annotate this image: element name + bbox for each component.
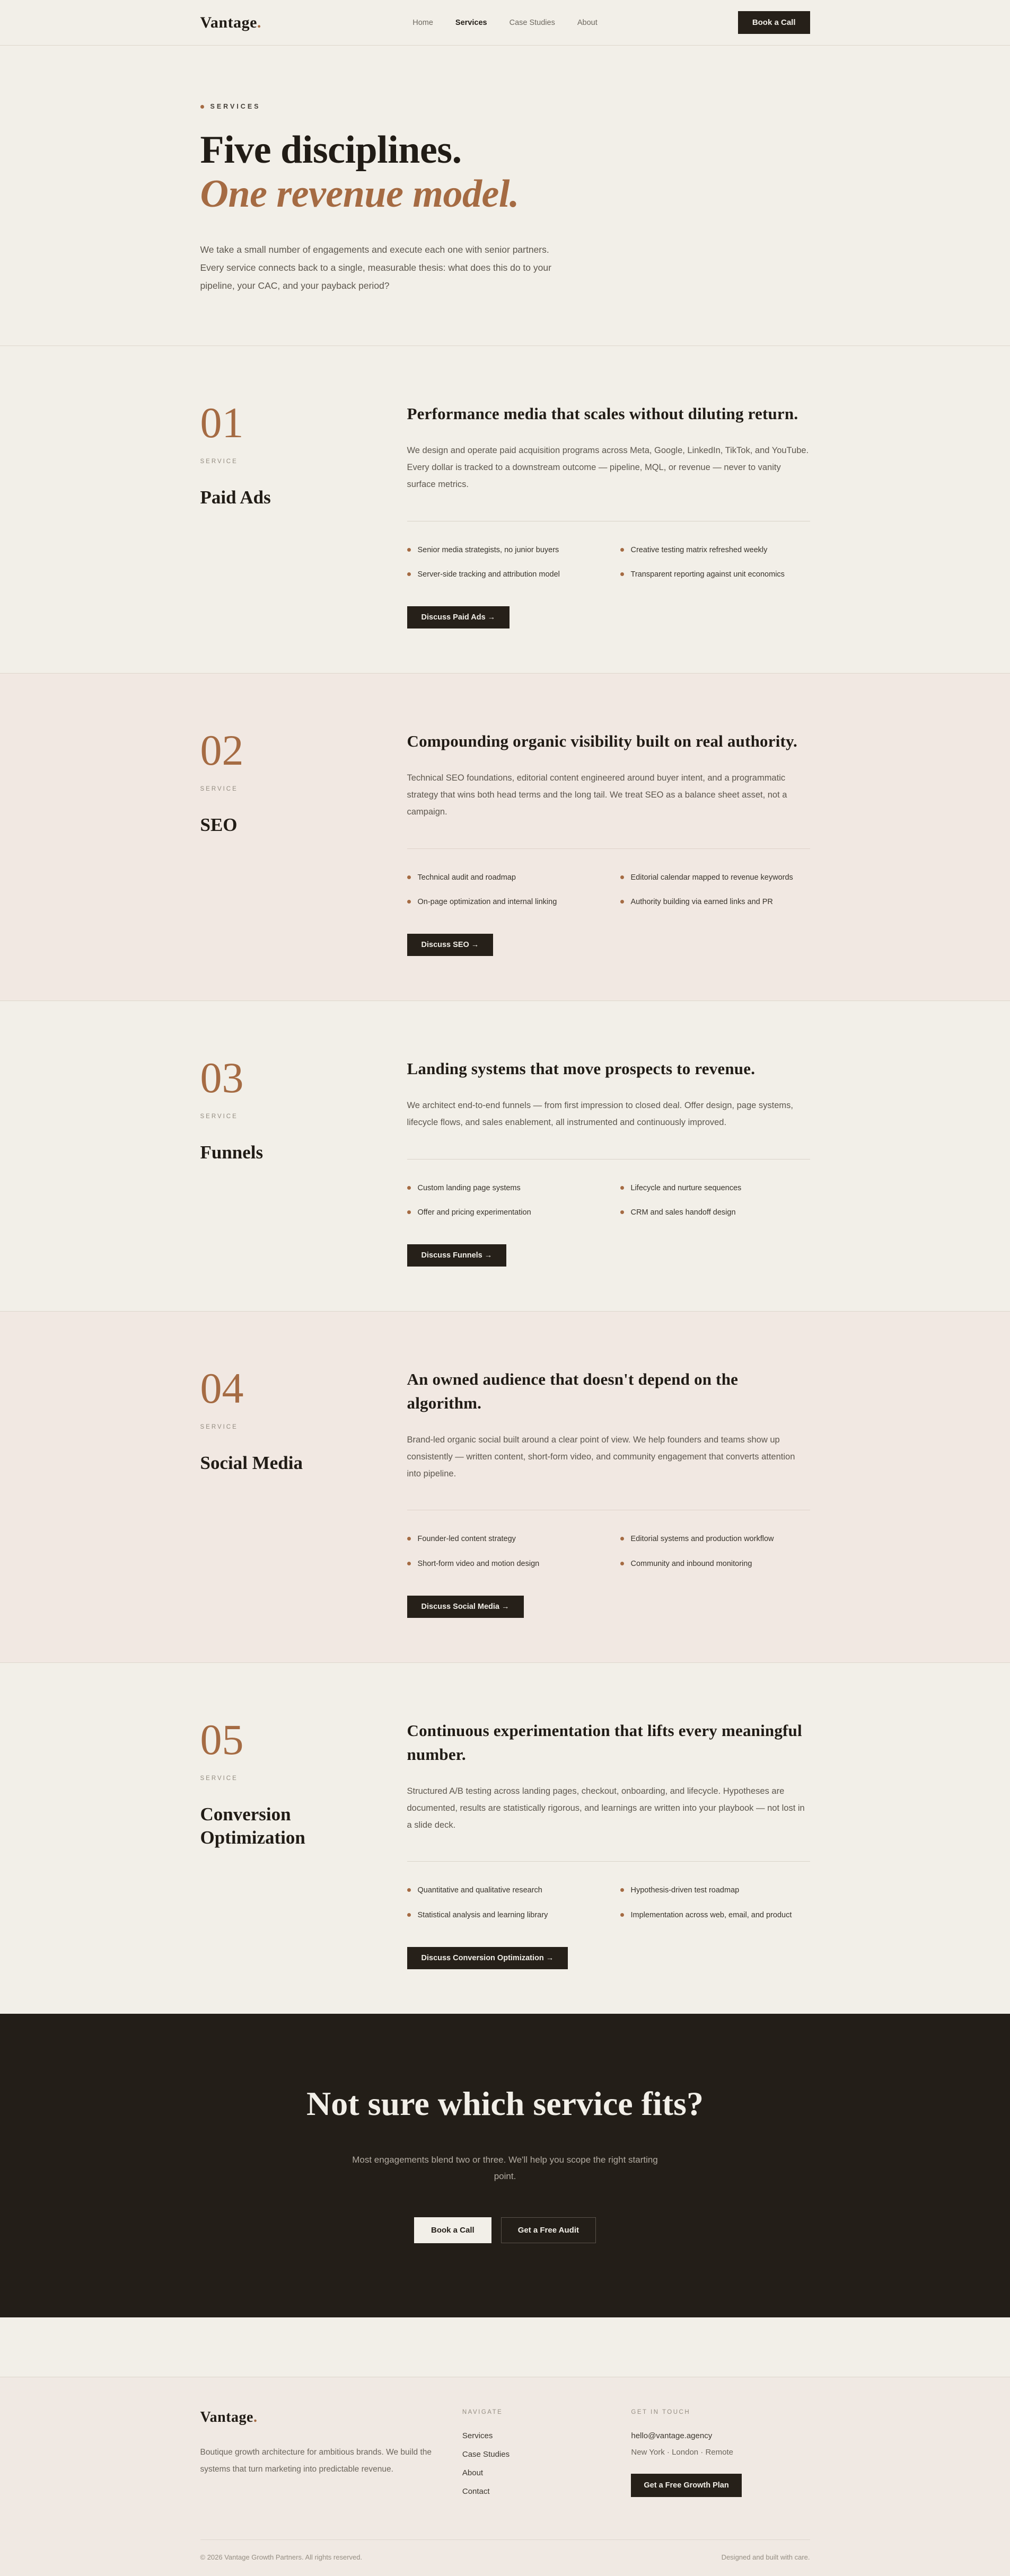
service-right-column [407, 1367, 810, 1618]
service-bullet-text: Offer and pricing experimentation [417, 1208, 531, 1217]
bullet-dot-icon [620, 548, 624, 552]
service-bullet [620, 872, 810, 883]
service-bullet-text: Founder-led content strategy [417, 1535, 516, 1544]
footer-link-about[interactable]: About [462, 2468, 484, 2478]
service-bullet-text: Implementation across web, email, and product [630, 1910, 792, 1919]
service-bullet-text: Editorial calendar mapped to revenue keywords [630, 873, 793, 882]
bullet-dot-icon [620, 900, 624, 904]
cta-buttons [200, 2217, 810, 2243]
footer-description: Boutique growth architecture for ambitious brands. We build the systems that turn marketing into predictable revenue. [200, 2448, 432, 2474]
service-number: 04 [200, 1364, 244, 1413]
service-bullet-text: CRM and sales handoff design [630, 1208, 736, 1217]
service-section-03 [0, 1001, 1010, 1311]
service-bullet-list [407, 1534, 810, 1569]
nav-link-case-studies[interactable]: Case Studies [509, 18, 555, 27]
footer-link-item [462, 2431, 610, 2441]
bullet-dot-icon [620, 1562, 624, 1565]
service-bullet-text: Short-form video and motion design [417, 1559, 540, 1568]
service-left-column [200, 1364, 375, 1618]
hero-eyebrow [200, 103, 810, 110]
service-name: Conversion Optimization [200, 1804, 305, 1848]
service-bullet [620, 545, 810, 555]
bullet-dot-icon [407, 572, 411, 576]
site-footer [0, 2377, 1010, 2576]
service-heading: Continuous experimentation that lifts every meaningful number. [407, 1721, 802, 1764]
footer-growth-plan-button[interactable]: Get a Free Growth Plan [631, 2474, 741, 2497]
service-right-column [407, 729, 810, 956]
service-bullet-text: Editorial systems and production workflow [630, 1535, 774, 1544]
brand-dot: . [257, 13, 261, 31]
cta-description: Most engagements blend two or three. We'll help you scope the right starting point. [352, 2154, 658, 2182]
hero-title-line1: Five disciplines. [200, 128, 462, 172]
footer-link-contact[interactable]: Contact [462, 2487, 490, 2497]
service-section-01 [0, 346, 1010, 673]
footer-navigate-column [462, 2409, 610, 2506]
service-bullet-text: Transparent reporting against unit economics [630, 570, 785, 579]
bullet-dot-icon [620, 1186, 624, 1190]
bullet-dot-icon [407, 1186, 411, 1190]
service-label: SERVICE [200, 1424, 238, 1431]
service-description: Brand-led organic social built around a clear point of view. We help founders and teams show up consistently — written content, short-form video, and community engagement that converts attention into pipeline. [407, 1435, 795, 1479]
bullet-dot-icon [407, 1888, 411, 1892]
footer-bottom-bar [200, 2539, 810, 2576]
service-description: Structured A/B testing across landing pages, checkout, onboarding, and lifecycle. Hypotheses are documented, results are statistically rigorous, and learnings are written into your playbook — not lost in a slide deck. [407, 1786, 805, 1830]
service-section-05 [0, 1662, 1010, 2014]
cta-section [0, 2014, 1010, 2317]
bullet-dot-icon [620, 875, 624, 879]
service-heading: An owned audience that doesn't depend on the algorithm. [407, 1370, 739, 1413]
service-bullet [620, 1885, 810, 1896]
hero-title-line2: One revenue model. [200, 172, 519, 216]
service-bullet-list [407, 1183, 810, 1218]
footer-brand-dot: . [253, 2409, 258, 2426]
cta-book-call-button[interactable]: Book a Call [414, 2217, 491, 2243]
service-description: Technical SEO foundations, editorial content engineered around buyer intent, and a programmatic strategy that wins both head terms and the long tail. We treat SEO as a balance sheet asset, not a campaign. [407, 773, 787, 817]
service-description: We design and operate paid acquisition programs across Meta, Google, LinkedIn, TikTok, and YouTube. Every dollar is tracked to a downstream outcome — pipeline, MQL, or revenue — never to vanity surface metrics. [407, 446, 809, 490]
service-number: 05 [200, 1715, 244, 1764]
service-cta-button[interactable]: Discuss Conversion Optimization → [407, 1947, 568, 1969]
footer-contact-column [631, 2409, 810, 2506]
footer-brand-name: Vantage [200, 2409, 253, 2426]
service-label: SERVICE [200, 1775, 238, 1782]
service-bullet [620, 1207, 810, 1218]
service-divider [407, 1861, 810, 1862]
service-bullet [620, 1910, 810, 1920]
hero-title [200, 128, 810, 216]
service-name: Paid Ads [200, 487, 271, 508]
service-bullet [407, 897, 597, 907]
service-name: Social Media [200, 1453, 303, 1474]
service-right-column [407, 401, 810, 628]
service-left-column [200, 401, 375, 628]
main-nav [412, 19, 598, 27]
nav-link-services[interactable]: Services [455, 18, 487, 27]
service-description: We architect end-to-end funnels — from first impression to closed deal. Offer design, page systems, lifecycle flows, and sales enablement, all instrumented and continuously improved. [407, 1101, 793, 1128]
footer-link-item [462, 2468, 610, 2478]
service-section-04 [0, 1311, 1010, 1662]
service-name: Funnels [200, 1142, 264, 1163]
bullet-dot-icon [407, 900, 411, 904]
service-bullet-text: Hypothesis-driven test roadmap [630, 1886, 740, 1895]
service-bullet [407, 569, 597, 580]
service-label: SERVICE [200, 458, 238, 465]
bullet-dot-icon [620, 1537, 624, 1541]
service-bullet [620, 569, 810, 580]
service-bullet-text: Community and inbound monitoring [630, 1559, 752, 1568]
cta-heading: Not sure which service fits? [306, 2085, 704, 2123]
hero-description: We take a small number of engagements and execute each one with senior partners. Every service connects back to a single, measurable thesis: what does this do to your pipeline, your CAC, and your payback period? [200, 244, 551, 291]
nav-link-about[interactable]: About [577, 18, 598, 27]
service-bullet-list [407, 1885, 810, 1920]
footer-link-services[interactable]: Services [462, 2431, 493, 2441]
service-bullet [407, 1534, 597, 1544]
hero-eyebrow-label: SERVICES [210, 103, 261, 110]
service-bullet [407, 545, 597, 555]
service-bullet [407, 1559, 597, 1569]
service-bullet [407, 1885, 597, 1896]
bullet-dot-icon [407, 1562, 411, 1565]
service-bullet [620, 897, 810, 907]
service-number: 03 [200, 1054, 244, 1102]
bullet-dot-icon [620, 1888, 624, 1892]
footer-contact-label: GET IN TOUCH [631, 2409, 691, 2416]
bullet-dot-icon [407, 875, 411, 879]
service-bullet [407, 872, 597, 883]
cta-free-audit-button[interactable]: Get a Free Audit [501, 2217, 596, 2243]
service-cta-button[interactable]: Discuss SEO → [407, 934, 494, 956]
footer-copyright: © 2026 Vantage Growth Partners. All rights reserved. [200, 2553, 363, 2562]
service-right-column [407, 1718, 810, 1969]
hero-section [0, 46, 1010, 346]
footer-link-item [462, 2450, 610, 2459]
bullet-dot-icon [620, 1210, 624, 1214]
footer-brand-column [200, 2409, 441, 2506]
service-label: SERVICE [200, 1113, 238, 1120]
pre-footer-spacer [0, 2317, 1010, 2377]
header-book-call-button[interactable]: Book a Call [738, 11, 810, 34]
service-bullet-text: Quantitative and qualitative research [417, 1886, 542, 1895]
service-cta-button[interactable]: Discuss Social Media → [407, 1596, 524, 1618]
service-bullet-text: Creative testing matrix refreshed weekly [630, 545, 768, 554]
service-bullet-text: Technical audit and roadmap [417, 873, 516, 882]
service-bullet-text: Statistical analysis and learning library [417, 1910, 548, 1919]
service-bullet [620, 1534, 810, 1544]
footer-navigate-links [462, 2431, 610, 2497]
service-right-column [407, 1056, 810, 1267]
service-divider [407, 848, 810, 849]
service-bullet-text: Server-side tracking and attribution model [417, 570, 560, 579]
brand-name: Vantage [200, 13, 257, 31]
bullet-dot-icon [620, 1913, 624, 1917]
footer-locations: New York · London · Remote [631, 2448, 733, 2457]
service-bullet [620, 1183, 810, 1193]
footer-brand-logo[interactable] [200, 2409, 441, 2426]
footer-link-case-studies[interactable]: Case Studies [462, 2450, 510, 2459]
service-left-column [200, 726, 375, 956]
service-bullet-list [407, 545, 810, 580]
service-section-02 [0, 673, 1010, 1001]
service-bullet-text: Custom landing page systems [417, 1183, 521, 1192]
footer-email-link[interactable]: hello@vantage.agency [631, 2431, 713, 2441]
service-cta-button[interactable]: Discuss Funnels → [407, 1244, 507, 1267]
service-bullet-text: Lifecycle and nurture sequences [630, 1183, 742, 1192]
nav-link-home[interactable]: Home [412, 18, 433, 27]
service-left-column [200, 1056, 375, 1267]
service-bullet-text: Senior media strategists, no junior buyers [417, 545, 559, 554]
service-bullet [620, 1559, 810, 1569]
service-number: 01 [200, 399, 244, 447]
bullet-dot-icon [407, 1210, 411, 1214]
service-number: 02 [200, 726, 244, 775]
service-heading: Landing systems that move prospects to revenue. [407, 1059, 756, 1078]
service-label: SERVICE [200, 786, 238, 793]
bullet-dot-icon [407, 548, 411, 552]
service-bullet [407, 1910, 597, 1920]
service-bullet-text: Authority building via earned links and PR [630, 897, 773, 906]
bullet-dot-icon [200, 105, 204, 109]
bullet-dot-icon [407, 1537, 411, 1541]
site-header [0, 0, 1010, 46]
service-bullet-text: On-page optimization and internal linking [417, 897, 557, 906]
service-heading: Compounding organic visibility built on real authority. [407, 732, 797, 751]
bullet-dot-icon [407, 1913, 411, 1917]
bullet-dot-icon [620, 572, 624, 576]
footer-credit: Designed and built with care. [721, 2553, 810, 2562]
services-main [0, 346, 1010, 2014]
brand-logo[interactable] [200, 14, 261, 32]
footer-navigate-label: NAVIGATE [462, 2409, 503, 2416]
service-bullet [407, 1207, 597, 1218]
footer-link-item [462, 2487, 610, 2497]
service-left-column [200, 1715, 375, 1969]
service-heading: Performance media that scales without diluting return. [407, 404, 798, 423]
service-bullet [407, 1183, 597, 1193]
service-bullet-list [407, 872, 810, 908]
service-cta-button[interactable]: Discuss Paid Ads → [407, 606, 510, 628]
service-name: SEO [200, 815, 238, 836]
